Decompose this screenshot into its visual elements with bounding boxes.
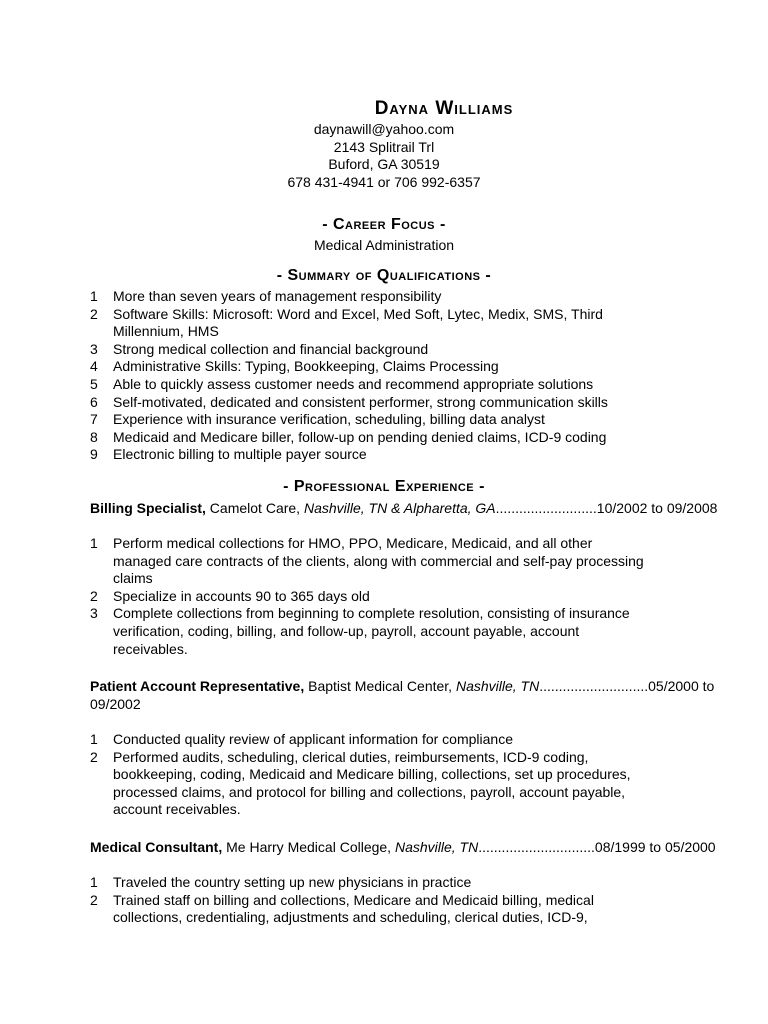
list-item (90, 892, 650, 927)
job-duties-list (90, 535, 650, 658)
list-number: 1 (90, 535, 98, 551)
list-number: 2 (90, 587, 98, 604)
job-location: Nashville, TN & Alpharetta, GA (303, 500, 496, 516)
city-address: Buford, GA 30519 (328, 156, 440, 173)
list-number: 1 (90, 874, 98, 890)
dot-leader: .............................. (478, 839, 595, 855)
list-number: 3 (90, 340, 98, 357)
job-duties-list (90, 874, 650, 927)
job-title: Billing Specialist, (90, 500, 206, 516)
job-employer: Camelot Care, (205, 500, 304, 516)
street-address: 2143 Splitrail Trl (333, 138, 435, 155)
list-item (90, 411, 760, 429)
job-heading (90, 500, 768, 518)
list-text: Strong medical collection and financial background (113, 340, 429, 357)
list-text: Conducted quality review of applicant information for compliance (113, 731, 513, 747)
list-number: 7 (90, 411, 98, 428)
phone-numbers: 678 431-4941 or 706 992-6357 (287, 173, 481, 190)
job-heading (90, 839, 768, 857)
job-employer: Me Harry Medical College, (222, 839, 395, 855)
job-dates: 05/2000 to 09/2002 (90, 678, 715, 712)
summary-title: - Summary of Qualifications - (276, 267, 492, 284)
list-number: 6 (90, 393, 98, 410)
job-employer: Baptist Medical Center, (304, 678, 456, 694)
list-text: Specialize in accounts 90 to 365 days old (113, 587, 370, 604)
list-text: Trained staff on billing and collections, Medicare and Medicaid billing, medical collections, credentialing, adjustments and scheduling, clerical duties, ICD-9, (113, 891, 594, 926)
job-dates: 10/2002 to 09/2008 (596, 500, 718, 516)
career-focus-value: Medical Administration (313, 237, 455, 253)
list-item (90, 588, 650, 606)
job-location: Nashville, TN (394, 839, 479, 855)
list-item (90, 446, 760, 464)
list-number: 1 (90, 288, 98, 304)
job-title: Medical Consultant, (90, 839, 223, 855)
list-number: 9 (90, 446, 98, 463)
job-title: Patient Account Representative, (90, 678, 305, 694)
list-number: 1 (90, 731, 98, 747)
list-text: More than seven years of management responsibility (113, 288, 442, 304)
email-address: daynawill@yahoo.com (313, 121, 455, 137)
dot-leader: ............................ (539, 678, 649, 694)
list-number: 3 (90, 605, 98, 622)
summary-list (90, 288, 760, 464)
list-number: 4 (90, 358, 98, 375)
job-heading (90, 678, 766, 713)
list-text: Medicaid and Medicare biller, follow-up on pending denied claims, ICD-9 coding (113, 428, 607, 445)
list-text: Self-motivated, dedicated and consistent performer, strong communication skills (113, 393, 608, 410)
list-item (90, 749, 670, 819)
list-text: Experience with insurance verification, scheduling, billing data analyst (113, 411, 545, 428)
list-item (90, 394, 760, 412)
list-item (90, 306, 760, 341)
list-item (90, 358, 760, 376)
list-item (90, 731, 670, 749)
job-dates: 08/1999 to 05/2000 (594, 839, 716, 855)
list-text: Able to quickly assess customer needs and recommend appropriate solutions (113, 375, 594, 392)
list-number: 2 (90, 305, 98, 322)
job-duties-list (90, 731, 670, 819)
list-text: Performed audits, scheduling, clerical duties, reimbursements, ICD-9 coding, bookkeeping, coding, Medicaid and Medicare billing, collections, set up procedures, processed claims, and protocol for billing and collections, payroll, account payable, account receivables. (113, 748, 631, 818)
list-text: Perform medical collections for HMO, PPO, Medicare, Medicaid, and all other managed care contracts of the clients, along with commercial and self-pay processing claims (113, 535, 644, 587)
list-text: Administrative Skills: Typing, Bookkeeping, Claims Processing (113, 358, 499, 375)
list-item (90, 288, 760, 306)
list-item (90, 376, 760, 394)
list-number: 2 (90, 748, 98, 765)
experience-title: - Professional Experience - (283, 478, 485, 495)
list-text: Software Skills: Microsoft: Word and Excel, Med Soft, Lytec, Medix, SMS, Third Millennium, HMS (113, 305, 603, 340)
list-number: 2 (90, 891, 98, 908)
job-location: Nashville, TN (455, 678, 540, 694)
dot-leader: .......................... (495, 500, 597, 516)
list-text: Electronic billing to multiple payer source (113, 446, 367, 463)
career-focus-title: - Career Focus - (322, 216, 446, 233)
list-text: Complete collections from beginning to complete resolution, consisting of insurance verification, coding, billing, and follow-up, payroll, account payable, account receivables. (113, 605, 630, 657)
candidate-name: Dayna Williams (374, 98, 514, 119)
list-item (90, 535, 650, 588)
list-item (90, 605, 650, 658)
resume-header (0, 97, 768, 191)
list-item (90, 341, 760, 359)
list-item (90, 874, 650, 892)
list-text: Traveled the country setting up new physicians in practice (113, 874, 472, 890)
list-item (90, 429, 760, 447)
list-number: 5 (90, 375, 98, 392)
contact-block (0, 121, 768, 191)
list-number: 8 (90, 428, 98, 445)
